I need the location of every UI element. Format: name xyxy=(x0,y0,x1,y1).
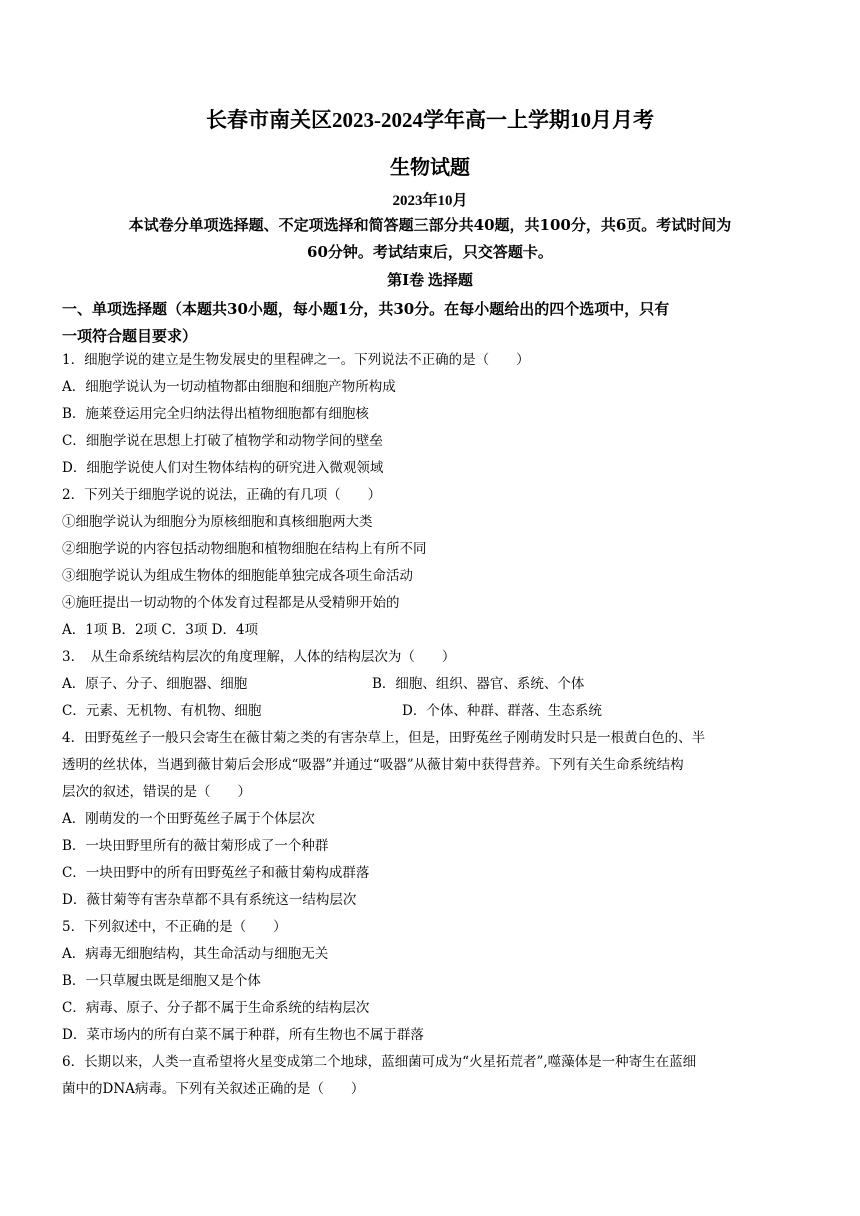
q5-stem: 5．下列叙述中，不正确的是（ ） xyxy=(62,919,287,935)
q1-option-d: D．细胞学说使人们对生物体结构的研究进入微观领域 xyxy=(62,460,384,476)
section-heading-line-1: 一、单项选择题（本题共30小题，每小题1分，共30分。在每小题给出的四个选项中，只有 xyxy=(62,300,670,318)
q1-option-c: C．细胞学说在思想上打破了植物学和动物学间的壁垒 xyxy=(62,433,383,449)
q5-option-b: B．一只草履虫既是细胞又是个体 xyxy=(62,973,261,989)
instructions-line-1: 本试卷分单项选择题、不定项选择和简答题三部分共40题，共100分，共6页。考试时间为 xyxy=(128,216,732,234)
q3-option-a: A．原子、分子、细胞器、细胞 xyxy=(62,676,248,692)
q1-stem: 1．细胞学说的建立是生物发展史的里程碑之一。下列说法不正确的是（ ） xyxy=(62,352,530,368)
q3-option-d: D．个体、种群、群落、生态系统 xyxy=(402,703,602,719)
q2-stem: 2．下列关于细胞学说的说法，正确的有几项（ ） xyxy=(62,487,382,503)
q5-option-a: A．病毒无细胞结构，其生命活动与细胞无关 xyxy=(62,946,329,962)
q4-option-a: A．刚萌发的一个田野菟丝子属于个体层次 xyxy=(62,811,315,827)
instructions-line-2: 60分钟。考试结束后，只交答题卡。 xyxy=(307,243,553,261)
q1-option-a: A．细胞学说认为一切动植物都由细胞和细胞产物所构成 xyxy=(62,379,396,395)
q5-option-d: D．菜市场内的所有白菜不属于种群，所有生物也不属于群落 xyxy=(62,1027,424,1043)
q4-stem-line-2: 透明的丝状体，当遇到薇甘菊后会形成“吸器”并通过“吸器”从薇甘菊中获得营养。下列有关生命系统结构 xyxy=(62,757,684,773)
q2-statement-1: ①细胞学说认为细胞分为原核细胞和真核细胞两大类 xyxy=(62,514,373,530)
q6-stem-line-1: 6．长期以来，人类一直希望将火星变成第二个地球，蓝细菌可成为“火星拓荒者”,噬藻体是一种寄生在蓝细 xyxy=(62,1054,697,1070)
q4-stem-line-3: 层次的叙述，错误的是（ ） xyxy=(62,784,251,800)
q6-stem-line-2: 菌中的DNA病毒。下列有关叙述正确的是（ ） xyxy=(62,1081,365,1097)
exam-instructions xyxy=(62,212,798,266)
q4-stem-line-1: 4．田野菟丝子一般只会寄生在薇甘菊之类的有害杂草上，但是，田野菟丝子刚萌发时只是一根黄白色的、半 xyxy=(62,730,706,746)
q4-option-b: B．一块田野里所有的薇甘菊形成了一个种群 xyxy=(62,838,329,854)
q2-statement-2: ②细胞学说的内容包括动物细胞和植物细胞在结构上有所不同 xyxy=(62,541,427,557)
q2-statement-3: ③细胞学说认为组成生物体的细胞能单独完成各项生命活动 xyxy=(62,568,413,584)
q3-option-c: C．元素、无机物、有机物、细胞 xyxy=(62,703,262,719)
q4-option-d: D．薇甘菊等有害杂草都不具有系统这一结构层次 xyxy=(62,892,357,908)
q3-stem: 3． 从生命系统结构层次的角度理解，人体的结构层次为（ ） xyxy=(62,649,456,665)
q1-option-b: B．施莱登运用完全归纳法得出植物细胞都有细胞核 xyxy=(62,406,369,422)
q4-option-c: C．一块田野中的所有田野菟丝子和薇甘菊构成群落 xyxy=(62,865,370,881)
section-heading-line-2: 一项符合题目要求） xyxy=(62,327,198,345)
exam-subject: 生物试题 xyxy=(390,157,470,179)
exam-title: 长春市南关区2023-2024学年高一上学期10月月考 xyxy=(206,108,654,132)
q5-option-c: C．病毒、原子、分子都不属于生命系统的结构层次 xyxy=(62,1000,370,1016)
exam-date: 2023年10月 xyxy=(392,193,468,209)
q2-statement-4: ④施旺提出一切动物的个体发育过程都是从受精卵开始的 xyxy=(62,595,400,611)
q3-option-b: B．细胞、组织、器官、系统、个体 xyxy=(372,676,585,692)
part-title: 第Ⅰ卷 选择题 xyxy=(387,273,473,289)
section-heading xyxy=(62,296,798,350)
q2-options: A．1项 B．2项 C．3项 D．4项 xyxy=(62,622,259,638)
